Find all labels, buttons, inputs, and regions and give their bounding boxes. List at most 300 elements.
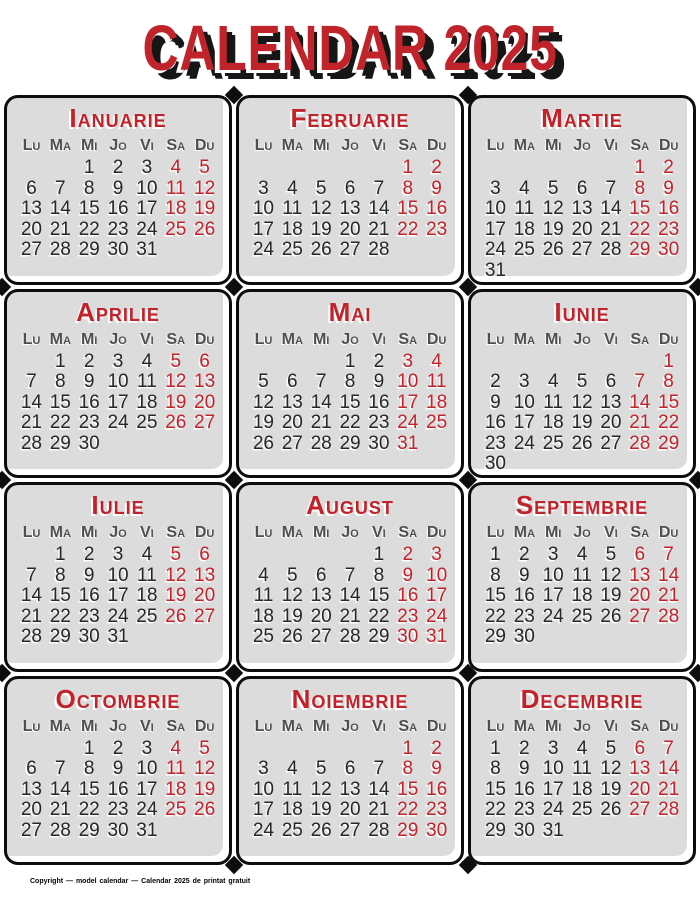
day-cell: 24 (484, 239, 506, 260)
week-row (249, 821, 451, 842)
day-cell: 31 (542, 819, 564, 841)
day-cell: 28 (339, 626, 361, 647)
empty-day-cell (249, 352, 278, 373)
day-cell: 22 (339, 412, 361, 433)
day-cell: 7 (55, 758, 66, 779)
weekday-label: Ma (49, 717, 71, 735)
weekday-label: Sa (166, 524, 186, 541)
month-title: Februarie (290, 103, 410, 133)
day-cell: 23 (426, 799, 448, 820)
day-cell: 30 (513, 626, 535, 647)
day-cell: 6 (199, 544, 210, 565)
empty-day-cell (249, 158, 278, 179)
day-cell: 1 (55, 544, 66, 565)
weekday-label: Sa (398, 717, 418, 735)
empty-day-cell (539, 627, 568, 648)
empty-day-cell (161, 627, 190, 648)
day-cell: 26 (165, 605, 187, 627)
week-row (249, 607, 451, 628)
day-cell: 16 (397, 585, 419, 606)
day-cell: 10 (397, 371, 419, 392)
day-cell: 25 (165, 799, 187, 820)
week-row (17, 220, 219, 241)
weekday-label: Lu (486, 524, 505, 541)
day-cell: 4 (170, 157, 182, 178)
weekday-header-row (249, 523, 451, 543)
weekday-label: Vi (140, 524, 154, 541)
weekday-label: Mi (544, 717, 562, 735)
weekday-label: Mi (312, 717, 330, 735)
day-cell: 27 (310, 626, 332, 647)
week-row (17, 434, 219, 455)
day-cell: 18 (513, 218, 535, 240)
day-cell: 27 (339, 819, 361, 841)
day-cell: 16 (658, 198, 680, 219)
month-panel (4, 95, 232, 285)
weekday-label: Jo (341, 524, 359, 541)
day-cell: 28 (368, 239, 390, 260)
day-cell: 7 (373, 177, 385, 199)
weekday-header-row (249, 717, 451, 737)
weekday-label: Ma (513, 524, 535, 541)
weekday-label: Jo (341, 717, 359, 735)
day-cell: 21 (600, 218, 622, 240)
day-cell: 24 (252, 239, 274, 260)
day-cell: 22 (49, 605, 71, 627)
day-cell: 24 (107, 605, 129, 627)
week-row (17, 413, 219, 434)
day-cell: 22 (397, 799, 419, 820)
day-cell: 16 (107, 778, 129, 800)
week-row (481, 393, 683, 414)
day-cell: 27 (281, 432, 303, 454)
weekday-label: Ma (281, 717, 303, 735)
month-title: Iunie (554, 296, 610, 327)
empty-day-cell (278, 352, 307, 373)
day-cell: 5 (170, 544, 182, 565)
weekday-label: Vi (140, 330, 154, 348)
day-cell: 30 (426, 819, 448, 841)
day-cell: 13 (339, 778, 361, 800)
day-cell: 13 (571, 198, 593, 219)
week-row (249, 179, 451, 200)
day-cell: 6 (199, 350, 210, 372)
day-cell: 11 (572, 758, 592, 779)
week-row (249, 739, 451, 760)
week-row (481, 240, 683, 261)
weeks-area (481, 352, 683, 475)
day-cell: 25 (252, 626, 274, 647)
day-cell: 16 (78, 585, 100, 606)
day-cell: 10 (136, 177, 158, 199)
day-cell: 22 (484, 605, 506, 627)
weekday-label: Jo (573, 717, 591, 735)
page-title: CALENDAR 2025 (142, 11, 558, 84)
day-cell: 26 (310, 819, 332, 841)
weeks-area (481, 158, 683, 281)
day-cell: 7 (55, 177, 66, 199)
empty-day-cell (654, 454, 683, 475)
day-cell: 17 (542, 778, 564, 800)
day-cell: 23 (426, 218, 448, 240)
day-cell: 18 (136, 391, 158, 413)
day-cell: 31 (484, 259, 506, 281)
weekday-label: Ma (281, 137, 303, 154)
week-row (249, 393, 451, 414)
day-cell: 12 (165, 371, 187, 392)
day-cell: 21 (368, 218, 390, 240)
day-cell: 21 (368, 799, 390, 820)
empty-day-cell (568, 352, 597, 373)
empty-day-cell (481, 158, 510, 179)
day-cell: 27 (20, 819, 42, 841)
month-title: Mai (328, 296, 372, 327)
weekday-label: Vi (372, 717, 386, 735)
day-cell: 4 (258, 564, 269, 586)
weekday-label: Ma (281, 524, 303, 541)
weekday-label: Du (658, 717, 679, 735)
empty-day-cell (596, 158, 625, 179)
day-cell: 15 (339, 391, 361, 413)
week-row (17, 780, 219, 801)
day-cell: 23 (78, 605, 100, 627)
month-panel (4, 676, 232, 866)
day-cell: 19 (194, 778, 216, 800)
empty-day-cell (132, 627, 161, 648)
day-cell: 2 (519, 544, 530, 565)
day-cell: 1 (663, 350, 674, 372)
day-cell: 21 (658, 778, 680, 800)
weeks-area (481, 545, 683, 648)
day-cell: 5 (547, 177, 559, 199)
day-cell: 20 (571, 218, 593, 240)
weeks-area (481, 739, 683, 842)
month-panel (468, 95, 696, 285)
day-cell: 4 (170, 737, 182, 759)
weekday-label: Ma (513, 137, 535, 154)
empty-day-cell (364, 739, 393, 760)
day-cell: 17 (136, 778, 158, 800)
day-cell: 6 (634, 544, 646, 565)
weekday-label: Du (194, 330, 215, 348)
day-cell: 29 (49, 432, 71, 454)
day-cell: 8 (402, 177, 414, 199)
day-cell: 13 (339, 198, 361, 219)
weekday-header-row (17, 330, 219, 350)
day-cell: 26 (165, 412, 187, 433)
day-cell: 25 (426, 412, 448, 433)
week-row (17, 607, 219, 628)
day-cell: 20 (20, 218, 42, 240)
week-row (17, 158, 219, 179)
empty-day-cell (161, 434, 190, 455)
weekday-label: Jo (341, 330, 359, 348)
footer-note: Copyright — model calendar — Calendar 2025 de printat gratuit (30, 877, 251, 886)
day-cell: 11 (426, 371, 447, 392)
empty-day-cell (596, 261, 625, 282)
day-cell: 2 (663, 157, 674, 178)
day-cell: 6 (26, 758, 37, 779)
day-cell: 3 (547, 544, 559, 565)
day-cell: 14 (49, 778, 71, 800)
weekday-label: Ma (513, 330, 535, 348)
day-cell: 9 (373, 371, 385, 392)
week-row (481, 566, 683, 587)
weekday-label: Mi (312, 524, 330, 541)
weekday-label: Mi (544, 330, 562, 348)
day-cell: 4 (141, 544, 153, 565)
day-cell: 4 (287, 758, 298, 779)
day-cell: 23 (513, 799, 535, 820)
day-cell: 2 (490, 371, 501, 392)
day-cell: 27 (629, 605, 651, 627)
month-panel (4, 482, 232, 672)
day-cell: 3 (258, 177, 269, 199)
day-cell: 1 (490, 737, 501, 759)
day-cell: 20 (310, 605, 332, 627)
weekday-header-row (249, 330, 451, 350)
day-cell: 6 (344, 177, 356, 199)
weekday-label: Vi (372, 330, 386, 348)
day-cell: 18 (165, 778, 187, 800)
day-cell: 4 (141, 350, 153, 372)
day-cell: 1 (373, 544, 385, 565)
week-row (249, 158, 451, 179)
day-cell: 4 (576, 737, 588, 759)
empty-day-cell (596, 454, 625, 475)
weekday-label: Du (658, 524, 679, 541)
week-row (481, 434, 683, 455)
weekday-label: Lu (486, 137, 505, 154)
week-row (17, 545, 219, 566)
day-cell: 23 (484, 432, 506, 454)
weekday-label: Lu (254, 524, 273, 541)
day-cell: 15 (49, 391, 71, 413)
week-row (249, 220, 451, 241)
day-cell: 25 (165, 218, 187, 240)
day-cell: 25 (281, 819, 303, 841)
day-cell: 30 (484, 453, 506, 474)
day-cell: 12 (310, 198, 332, 219)
day-cell: 30 (107, 819, 129, 841)
day-cell: 8 (344, 371, 356, 392)
day-cell: 27 (194, 412, 216, 433)
day-cell: 2 (431, 157, 442, 178)
day-cell: 17 (107, 391, 129, 413)
empty-day-cell (625, 627, 654, 648)
title-band (0, 0, 700, 95)
day-cell: 15 (78, 778, 100, 800)
day-cell: 16 (426, 778, 448, 800)
empty-day-cell (336, 158, 365, 179)
weekday-label: Du (426, 330, 447, 348)
day-cell: 30 (658, 239, 680, 260)
day-cell: 28 (20, 432, 42, 454)
day-cell: 22 (49, 412, 71, 433)
day-cell: 20 (20, 799, 42, 820)
weekday-label: Lu (22, 524, 41, 541)
day-cell: 5 (170, 350, 182, 372)
day-cell: 9 (519, 564, 530, 586)
weekday-header-row (481, 330, 683, 350)
day-cell: 29 (49, 626, 71, 647)
day-cell: 26 (194, 218, 216, 240)
day-cell: 5 (199, 157, 210, 178)
week-row (17, 800, 219, 821)
empty-day-cell (190, 240, 219, 261)
day-cell: 5 (605, 737, 617, 759)
empty-day-cell (278, 545, 307, 566)
day-cell: 29 (397, 819, 419, 841)
day-cell: 24 (426, 605, 448, 627)
day-cell: 1 (344, 350, 356, 372)
day-cell: 22 (658, 412, 680, 433)
day-cell: 15 (658, 391, 680, 413)
weekday-label: Lu (22, 137, 41, 154)
day-cell: 2 (83, 544, 95, 565)
weekday-label: Mi (312, 330, 330, 348)
weekday-label: Ma (49, 330, 71, 348)
month-panel (236, 95, 464, 285)
day-cell: 16 (513, 778, 535, 800)
day-cell: 24 (397, 412, 419, 433)
day-cell: 28 (310, 432, 332, 454)
empty-day-cell (190, 627, 219, 648)
day-cell: 2 (519, 737, 530, 759)
week-row (481, 545, 683, 566)
day-cell: 23 (513, 605, 535, 627)
day-cell: 7 (605, 177, 617, 199)
week-row (249, 627, 451, 648)
day-cell: 15 (78, 198, 100, 219)
weekday-header-row (249, 136, 451, 156)
empty-day-cell (393, 240, 422, 261)
weekday-label: Vi (372, 137, 386, 154)
day-cell: 4 (519, 177, 530, 199)
day-cell: 11 (543, 391, 564, 413)
weekday-label: Lu (486, 717, 505, 735)
day-cell: 4 (287, 177, 298, 199)
day-cell: 3 (112, 350, 124, 372)
empty-day-cell (539, 352, 568, 373)
day-cell: 18 (281, 218, 303, 240)
week-row (17, 372, 219, 393)
empty-day-cell (568, 261, 597, 282)
day-cell: 21 (339, 605, 361, 627)
weekday-header-row (17, 523, 219, 543)
day-cell: 16 (78, 391, 100, 413)
day-cell: 10 (542, 564, 564, 586)
weekday-label: Mi (80, 330, 98, 348)
day-cell: 9 (519, 758, 530, 779)
day-cell: 7 (26, 371, 37, 392)
day-cell: 23 (658, 218, 680, 240)
weekday-label: Sa (166, 330, 186, 348)
day-cell: 9 (83, 371, 95, 392)
day-cell: 23 (368, 412, 390, 433)
day-cell: 14 (20, 585, 42, 606)
month-panel (468, 289, 696, 479)
day-cell: 5 (287, 564, 298, 586)
day-cell: 4 (576, 544, 588, 565)
month-panel (236, 482, 464, 672)
empty-day-cell (364, 158, 393, 179)
week-row (249, 434, 451, 455)
week-row (249, 780, 451, 801)
day-cell: 2 (83, 350, 95, 372)
week-row (249, 800, 451, 821)
week-row (249, 372, 451, 393)
day-cell: 19 (281, 605, 303, 627)
day-cell: 7 (315, 371, 327, 392)
day-cell: 19 (310, 799, 332, 820)
day-cell: 3 (519, 371, 530, 392)
weekday-label: Mi (80, 524, 98, 541)
day-cell: 11 (137, 371, 157, 392)
day-cell: 26 (252, 432, 274, 454)
day-cell: 14 (368, 198, 390, 219)
empty-day-cell (190, 821, 219, 842)
day-cell: 15 (397, 778, 419, 800)
week-row (249, 240, 451, 261)
day-cell: 15 (484, 778, 506, 800)
week-row (481, 821, 683, 842)
day-cell: 15 (397, 198, 419, 219)
day-cell: 16 (426, 198, 448, 219)
day-cell: 28 (658, 799, 680, 820)
weekday-label: Lu (254, 717, 273, 735)
empty-day-cell (161, 821, 190, 842)
day-cell: 15 (629, 198, 651, 219)
day-cell: 9 (431, 177, 442, 199)
day-cell: 7 (663, 544, 674, 565)
day-cell: 15 (368, 585, 390, 606)
day-cell: 19 (542, 218, 564, 240)
day-cell: 1 (490, 544, 501, 565)
day-cell: 30 (513, 819, 535, 841)
empty-day-cell (481, 352, 510, 373)
empty-day-cell (596, 352, 625, 373)
weekday-label: Lu (486, 330, 505, 348)
day-cell: 8 (83, 758, 95, 779)
day-cell: 21 (20, 412, 42, 433)
day-cell: 27 (600, 432, 622, 454)
day-cell: 29 (78, 239, 100, 260)
day-cell: 26 (600, 799, 622, 820)
day-cell: 13 (629, 758, 651, 779)
month-panel (468, 676, 696, 866)
day-cell: 18 (252, 605, 274, 627)
day-cell: 18 (136, 585, 158, 606)
day-cell: 9 (431, 758, 442, 779)
day-cell: 22 (397, 218, 419, 240)
weekday-header-row (481, 523, 683, 543)
day-cell: 23 (107, 218, 129, 240)
day-cell: 14 (658, 564, 680, 586)
month-panel (4, 289, 232, 479)
day-cell: 22 (368, 605, 390, 627)
day-cell: 13 (310, 585, 332, 606)
day-cell: 20 (194, 585, 216, 606)
day-cell: 13 (20, 778, 42, 800)
day-cell: 1 (402, 157, 414, 178)
day-cell: 12 (194, 177, 216, 199)
weekday-label: Jo (109, 524, 127, 541)
day-cell: 2 (373, 350, 385, 372)
day-cell: 29 (78, 819, 100, 841)
day-cell: 18 (542, 412, 564, 433)
day-cell: 12 (310, 778, 332, 800)
